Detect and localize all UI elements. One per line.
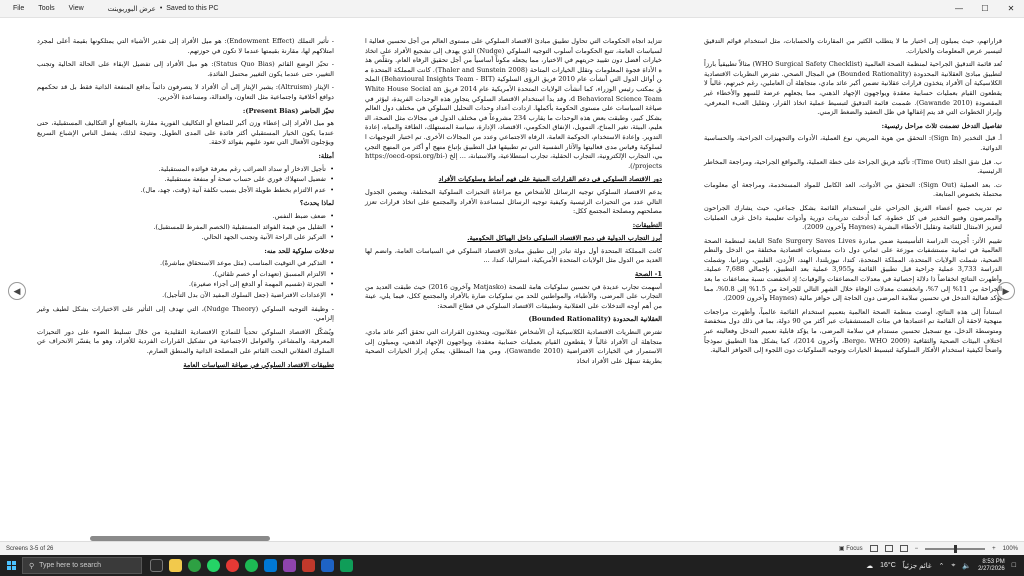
- focus-label: Focus: [846, 546, 863, 552]
- clock-time: 8:53 PM: [982, 558, 1005, 565]
- clock-date: 2/27/2026: [978, 565, 1005, 572]
- spotify-icon[interactable]: [245, 559, 258, 572]
- chevron-right-icon: ▶: [1002, 285, 1010, 296]
- excel-icon[interactable]: [340, 559, 353, 572]
- focus-icon: ▣: [838, 546, 845, 552]
- list-item: • التذكير في التوقيت المناسب (مثل موعد الاستحقاق مباشرةً).: [37, 259, 334, 269]
- paragraph: أ. قبل التخدير (Sign In): التحقق من هوية المريض، نوع العملية، الأدوات والتجهيزات الجراحية، والحساسية الدوائية.: [704, 134, 1002, 152]
- list-item: • تفضيل استهلاك فوري على حساب صحة أو منفعة مستقبلية.: [37, 175, 334, 185]
- clock[interactable]: [978, 559, 1005, 573]
- save-status: Saved to this PC: [166, 4, 219, 12]
- list-item: • تأجيل الادخار أو سداد الضرائب رغم معرفة فوائده المستقبلية.: [37, 165, 334, 175]
- chrome-icon[interactable]: [188, 559, 201, 572]
- list-item: • عدم الالتزام بخطط طويلة الأجل بسبب تكلفة آنية (وقت، جهد، مال).: [37, 186, 334, 196]
- section-heading: تطبيقات الاقتصاد السلوكي في صياغة السياسات العامة: [183, 360, 334, 369]
- zoom-in-button[interactable]: +: [992, 545, 996, 552]
- file-explorer-icon[interactable]: [169, 559, 182, 572]
- weather-desc: غائم جزئياً: [902, 562, 932, 570]
- search-placeholder: Type here to search: [39, 562, 102, 569]
- text-column-left: [37, 37, 334, 373]
- paragraph: ت. بعد العملية (Sign Out): التحقق من الأدوات، العد الكامل للمواد المستخدمة، ومراجعة أي معلومات محتملة بخصوص المتابعة.: [704, 180, 1003, 199]
- taskbar-search[interactable]: [22, 557, 142, 574]
- paragraph: يدعم الاقتصاد السلوكي توجيه الرسائل للأشخاص مع مراعاة التحيزات السلوكية المختلفة، ويضمن الجدول التالي عدد من التحيزات الرئيسية وكيفية توجيه الرسائل لمساعدة الأفراد والمجتمع على اتخاذ قرارات تعزز مصلحتهم ومصلحة المجتمع ككل:: [365, 187, 662, 216]
- taskbar-apps: [150, 559, 353, 572]
- volume-icon[interactable]: 🔈: [962, 562, 972, 570]
- paragraph: - الإيثار (Altruism): يشير الإيثار إلى أن الأفراد لا يتصرفون دائماً بدافع المنفعة الذاتية فقط بل قد تحكمهم دوافع أخلاقية واجتماعية مثل التعاون، والعدالة، ومساعدة الآخرين.: [37, 83, 334, 101]
- paragraph: تم تدريب جميع أعضاء الفريق الجراحي على استخدام القائمة بشكل جماعي، حيث يشارك الجراحون والممرضون وفنيو التخدير في كل خطوة، كما أُدخلت تدريبات دورية وأدوات تعليمية داخل غرف العمليات لتعزيز الامتثال للقائمة وتقليل الأخطاء البشرية (Haynes وآخرون 2009).: [704, 203, 1002, 232]
- word-icon[interactable]: [321, 559, 334, 572]
- reading-area: [0, 19, 1024, 539]
- whatsapp-icon[interactable]: [207, 559, 220, 572]
- notification-icon[interactable]: □: [1011, 562, 1016, 569]
- document-title: [108, 5, 219, 13]
- list-item: • الإعدادات الافتراضية (جعل السلوك المفيد الآن بدل التأجيل).: [37, 291, 334, 301]
- section-heading: أبرز التجارب الدولية في دمج الاقتصاد السلوكي داخل الهياكل الحكومية.: [467, 234, 662, 243]
- section-heading: العقلانية المحدودة (Bounded Rationality): [528, 315, 662, 324]
- section-heading: تدخلات سلوكية للحد منه:: [264, 246, 334, 255]
- section-heading: أمثلة:: [318, 151, 334, 160]
- paragraph: تتزايد اتجاه الحكومات التي تحاول تطبيق مبادئ الاقتصاد السلوكي على مستوى العالم من أجل تحسين فعالية السياسات العامة، تتبع الحكومات أسلوب التوجيه السلوكي (Nudge) الذي يهدف إلى تشجيع الأفراد على اتخاذ خيارات أفضل دون تقييد حريتهم في الاختيار، مما يجعله مكوناً أساسياً من أجل تحقيق الرفاه العام. وتقلّص هذه الأداة فجوة المعلومات وتقلل الخيارات المتاحة (Thaler and Sunstein 2008). كانت المملكة المتحدة من أوائل الدول التي أنشأت عام 2010 فريق الرؤى السلوكية (Behavioural Insights Team - BIT) الملحق بمكتب رئيس الوزراء، كما أنشأت الولايات المتحدة الأمريكية عام 2014 فريق White House Social and Behavioral Science Team، وقد بدأ استخدام الاقتصاد السلوكي يتجاوز هذه الوحدات الفريدة، ليؤثر في صياغة السياسات على مستوى الحكومة بأكملها. ازدادت أعداد وحدات التحليل السلوكي في مختلف دول العالم بشكل كبير، وطبقت بعض هذه الوحدات ما يقارب 234 مشروعاً في مختلف الدول في مجالات مثل الصحة، التعليم، البيئة، تغير المناخ، التمويل، الإنفاق الحكومي، الاقتصاد، الإدارة، سياسة المستهلك، الطاقة والمياه، إعادة التدوير. وإعادة الاستخدام، الحوكمة العامة، الرفاه الاجتماعي وعدد من المجالات الأخرى. تم اختبار التوجيهات السلوكية وقياس مدى فعاليتها والآثار النفسية التي تم تطبيقها قبل التطبيق بإتباع منهج أو أكثر من المنهج التجريبي، التجارب الإلكترونية، التجارب الحقلية، تجارب استطلاعية، والاستبانة، ... إلخ (https://oecd-opsi.org/bi-projects/).: [365, 37, 663, 170]
- chevron-up-icon[interactable]: ⌃: [938, 562, 945, 570]
- text-column-right: [704, 37, 1002, 360]
- windows-logo-icon: [7, 561, 16, 570]
- list-item: • التجزئة (تقسيم المهمة أو الدفع إلى أجزاء صغيرة).: [37, 280, 334, 290]
- paragraph: تُعد قائمة التدقيق الجراحية لمنظمة الصحة العالمية (WHO Surgical Safety Checklist) مثالاً تطبيقياً بارزاً لتطبيق مبادئ العقلانية المحدودة (Bounded Rationality) في المجال الصحي. تفترض النظريات الاقتصادية الكلاسيكية أن الأفراد يتخذون قرارات عقلانية تضمن أكبر عائد مادي، متجاهلة أن العاملين، رغم خبرتهم، غالباً لا يقطعون القيام بعمليات حسابية معقدة ويواجهون الإجهاد الذهني، مما يجعلهم عرضة للسهو والأخطاء غير المقصودة (Gawande 2010). صُممت قائمة التدقيق لتبسيط عملية اتخاذ القرار، وتقليل العبء المعرفي، وإبراز الخطوات التي قد يتم إغفالها في ظل التعقيد والضغط الزمني.: [704, 60, 1002, 117]
- weather-temp[interactable]: 16°C: [880, 562, 896, 569]
- focus-button[interactable]: [839, 545, 863, 552]
- paragraph: هو ميل الأفراد إلى إعطاء وزن أكبر للمنافع أو التكاليف الفورية مقارنة بالمنافع أو التكاليف المستقبلية، حتى عندما يكون الخيار المستقبلي أكثر فائدة على المدى الطويل. ونتيجة لذلك، يفضل الناس الإشباع السريع ويؤجلون الأفعال التي تعود عليهم بفوائد لاحقة.: [37, 119, 334, 147]
- network-icon[interactable]: ⌖: [951, 561, 956, 569]
- edge-icon[interactable]: [264, 559, 277, 572]
- separator-dot: •: [159, 4, 163, 12]
- section-heading: تحيّز الحاضر (Present Bias):: [242, 106, 334, 115]
- close-button[interactable]: ✕: [1007, 4, 1015, 13]
- paragraph: كانت المملكة المتحدة أول دولة تبادر إلى تطبيق مبادئ الاقتصاد السلوكي في السياسات العامة، وانضم لها العديد من الدول مثل الولايات المتحدة الأمريكية، استراليا، كندا، ...: [365, 246, 662, 265]
- search-icon: ⚲: [29, 562, 35, 570]
- menu-tools[interactable]: Tools: [38, 5, 55, 12]
- paragraph: تفترض النظريات الاقتصادية الكلاسيكية أن الأشخاص عقلانيون، ويتخذون القرارات التي تحقق أكبر عائد مادي، متجاهلة أن الأفراد غالباً لا يقطعون القيام بعمليات حسابية معقدة، ويواجهون الإجهاد الذهني، ويميلون إلى الاستمرار في الخيارات الافتراضية (Gawande 2010)، ومن هذا المنطلق، يمكن إبراز الخيارات الصحية بطريقة تسهّل على الأفراد اتخاذ: [365, 328, 662, 365]
- zoom-out-button[interactable]: −: [914, 545, 919, 552]
- document-name: عرض البوربوينت: [107, 5, 156, 13]
- paragraph: - تحيّز الوضع القائم (Status Quo Bias): هو ميل الأفراد إلى تفضيل الإبقاء على الحالة الحالية وتجنب التغيير، حتى عندما يكون التغيير محتمل الفائدة.: [37, 60, 335, 78]
- menu-file[interactable]: File: [13, 5, 25, 12]
- maximize-button[interactable]: ☐: [981, 4, 989, 13]
- print-layout-icon[interactable]: [885, 545, 893, 552]
- menu-view[interactable]: View: [68, 5, 84, 12]
- web-layout-icon[interactable]: [900, 545, 908, 552]
- paragraph: - تأثير التملك (Endowment Effect): هو ميل الأفراد إلى تقدير الأشياء التي يمتلكونها بقيمة أعلى لمجرد امتلاكهم لها، مقارنة بقيمتها عندما لا تكون في حوزتهم.: [37, 37, 334, 55]
- window-controls: [946, 0, 1024, 18]
- zoom-slider-thumb[interactable]: [954, 545, 957, 553]
- screen-count: Screens 3-5 of 26: [6, 545, 54, 552]
- opera-icon[interactable]: [226, 559, 239, 572]
- system-tray: [866, 559, 1024, 573]
- text-column-middle: [365, 37, 662, 370]
- read-mode-icon[interactable]: [870, 545, 878, 552]
- list-item: • التركيز على الراحة الآنية وتجنب الجهد الحالي.: [37, 233, 334, 243]
- list-item: • ضعف ضبط النفس.: [37, 212, 334, 222]
- zoom-slider[interactable]: [925, 548, 985, 550]
- zoom-level[interactable]: 100%: [1002, 545, 1018, 552]
- chevron-left-icon: ◀: [13, 285, 21, 296]
- section-heading: التطبيقات:: [632, 220, 662, 229]
- list-item: • التقليل من قيمة الفوائد المستقبلية (الخصم المفرط للمستقبل).: [37, 223, 334, 233]
- paragraph: قراراتهم، حيث يميلون إلى اختيار ما لا يتطلب الكثير من المقارنات والحسابات، مثل استخدام قوائم التدقيق لتيسير عرض المعلومات والخيارات.: [704, 37, 1002, 55]
- task-view-icon[interactable]: [150, 559, 163, 572]
- app-icon[interactable]: [283, 559, 296, 572]
- bullet-list: [37, 212, 334, 243]
- taskbar: [0, 555, 1024, 576]
- powerpoint-icon[interactable]: [302, 559, 315, 572]
- paragraph: ب. قبل شق الجلد (Time Out): تأكيد فريق الجراحة على خطة العملية، والمواقع الجراحية، ومراجعة المخاطر الرئيسية.: [704, 157, 1002, 176]
- paragraph: - وظيفة التوجيه السلوكي (Nudge Theory)، التي تهدف إلى التأثير على الاختيارات بشكل لطيف وغير إلزامي.: [37, 304, 334, 323]
- bullet-list: [37, 259, 334, 300]
- paragraph: ويُشكّل الاقتصاد السلوكي تحدياً للنماذج الاقتصادية التقليدية من خلال تسليط الضوء على دور التحيزات المعرفية، والمشاعر، والعوامل الاجتماعية في تشكيل القرارات الفردية للأفراد، وهو ما يفسّر الانحراف عن السلوك العقلاني البحت القائم على المصلحة الذاتية والمنطق الصارم.: [37, 327, 334, 356]
- paragraph: تقييم الأثر: أُجريت الدراسة التأسيسية ضمن مبادرة Safe Surgery Saves Lives التابعة لمنظمة الصحة العالمية في ثمانية مستشفيات موزعة على ثماني دول ذات مستويات اقتصادية مختلفة من الدخل والنظم الصحية، شملت الولايات المتحدة، المملكة المتحدة، كندا، نيوزيلندا، الهند، الأردن، الفلبين، وتنزانيا. وشملت الدراسة 3,733 عملية جراحية قبل تطبيق القائمة و3,955 عملية بعد التطبيق، بإجمالي 7,688 عملية. وأظهرت النتائج انخفاضاً ذا دلالة إحصائية في معدلات المضاعفات والوفيات؛ إذ انخفضت نسبة مضاعفات ما بعد الجراحة من 11% إلى 7%، وانخفضت معدلات الوفاة خلال الشهر التالي للجراحة من 1.5% إلى 0.8%، مما يؤكد فعالية التدخل في تحسين سلامة المرضى دون الحاجة إلى حوافز مالية (Haynes وآخرون 2009).: [704, 236, 1003, 303]
- status-bar: [0, 541, 1024, 555]
- paragraph: استناداً إلى هذه النتائج، أوصت منظمة الصحة العالمية بتعميم استخدام القائمة عالمياً، وأظهرت مراجعات منهجية لاحقة أن القائمة تم اعتمادها في مئات المستشفيات عبر أكثر من 90 دولة، بما في ذلك دول منخفضة ومتوسطة الدخل، مع تسجيل تحسين مستدام في سلامة المرضى، ما يؤكد قابلية تعميم التدخل وفعاليته عبر اختلاف البيئات الصحية والثقافية (Berge، WHO 2009، وآخرون 2014)، كما يشكل هذا التطبيق نموذجاً واضحاً لكيفية استخدام الأفكار السلوكية لتبسيط الخيارات وتوجيه السلوكيات دون اللجوء إلى الحوافز المالية.: [704, 307, 1003, 355]
- start-button[interactable]: [0, 555, 22, 576]
- menu-bar: [0, 5, 84, 12]
- section-heading: 1- الصحة: [635, 270, 662, 279]
- paragraph: أسهمت تجارب عديدة في تحسين سلوكيات هامة للصحة (Matjasko وآخرون 2016) حيث طبقت العديد من التجارب على المرضى، والأطباء، والمواطنين للحد من سلوكيات ضارة بالأفراد والمجتمع ككل، فيما يلي، عينة من أهم أوجه التدخلات على العقلانية وتطبيقات الاقتصاد السلوكي في قطاع الصحة:: [365, 282, 662, 310]
- section-heading: دور الاقتصاد السلوكي في دعم القرارات المبنية على فهم أنماط وسلوكيات الأفراد: [438, 175, 662, 184]
- bullet-list: [37, 165, 334, 196]
- minimize-button[interactable]: —: [955, 4, 963, 13]
- section-heading: تفاصيل التدخل تضمنت ثلاث مراحل رئيسية:: [881, 121, 1002, 130]
- weather-icon: ☁: [866, 562, 874, 570]
- previous-screen-button[interactable]: [8, 282, 26, 300]
- status-controls: [839, 545, 1024, 552]
- list-item: • الالتزام المسبق (تعهدات أو خصم تلقائي).: [37, 270, 334, 280]
- title-bar: [0, 0, 1024, 18]
- section-heading: لماذا يحدث؟: [299, 199, 334, 208]
